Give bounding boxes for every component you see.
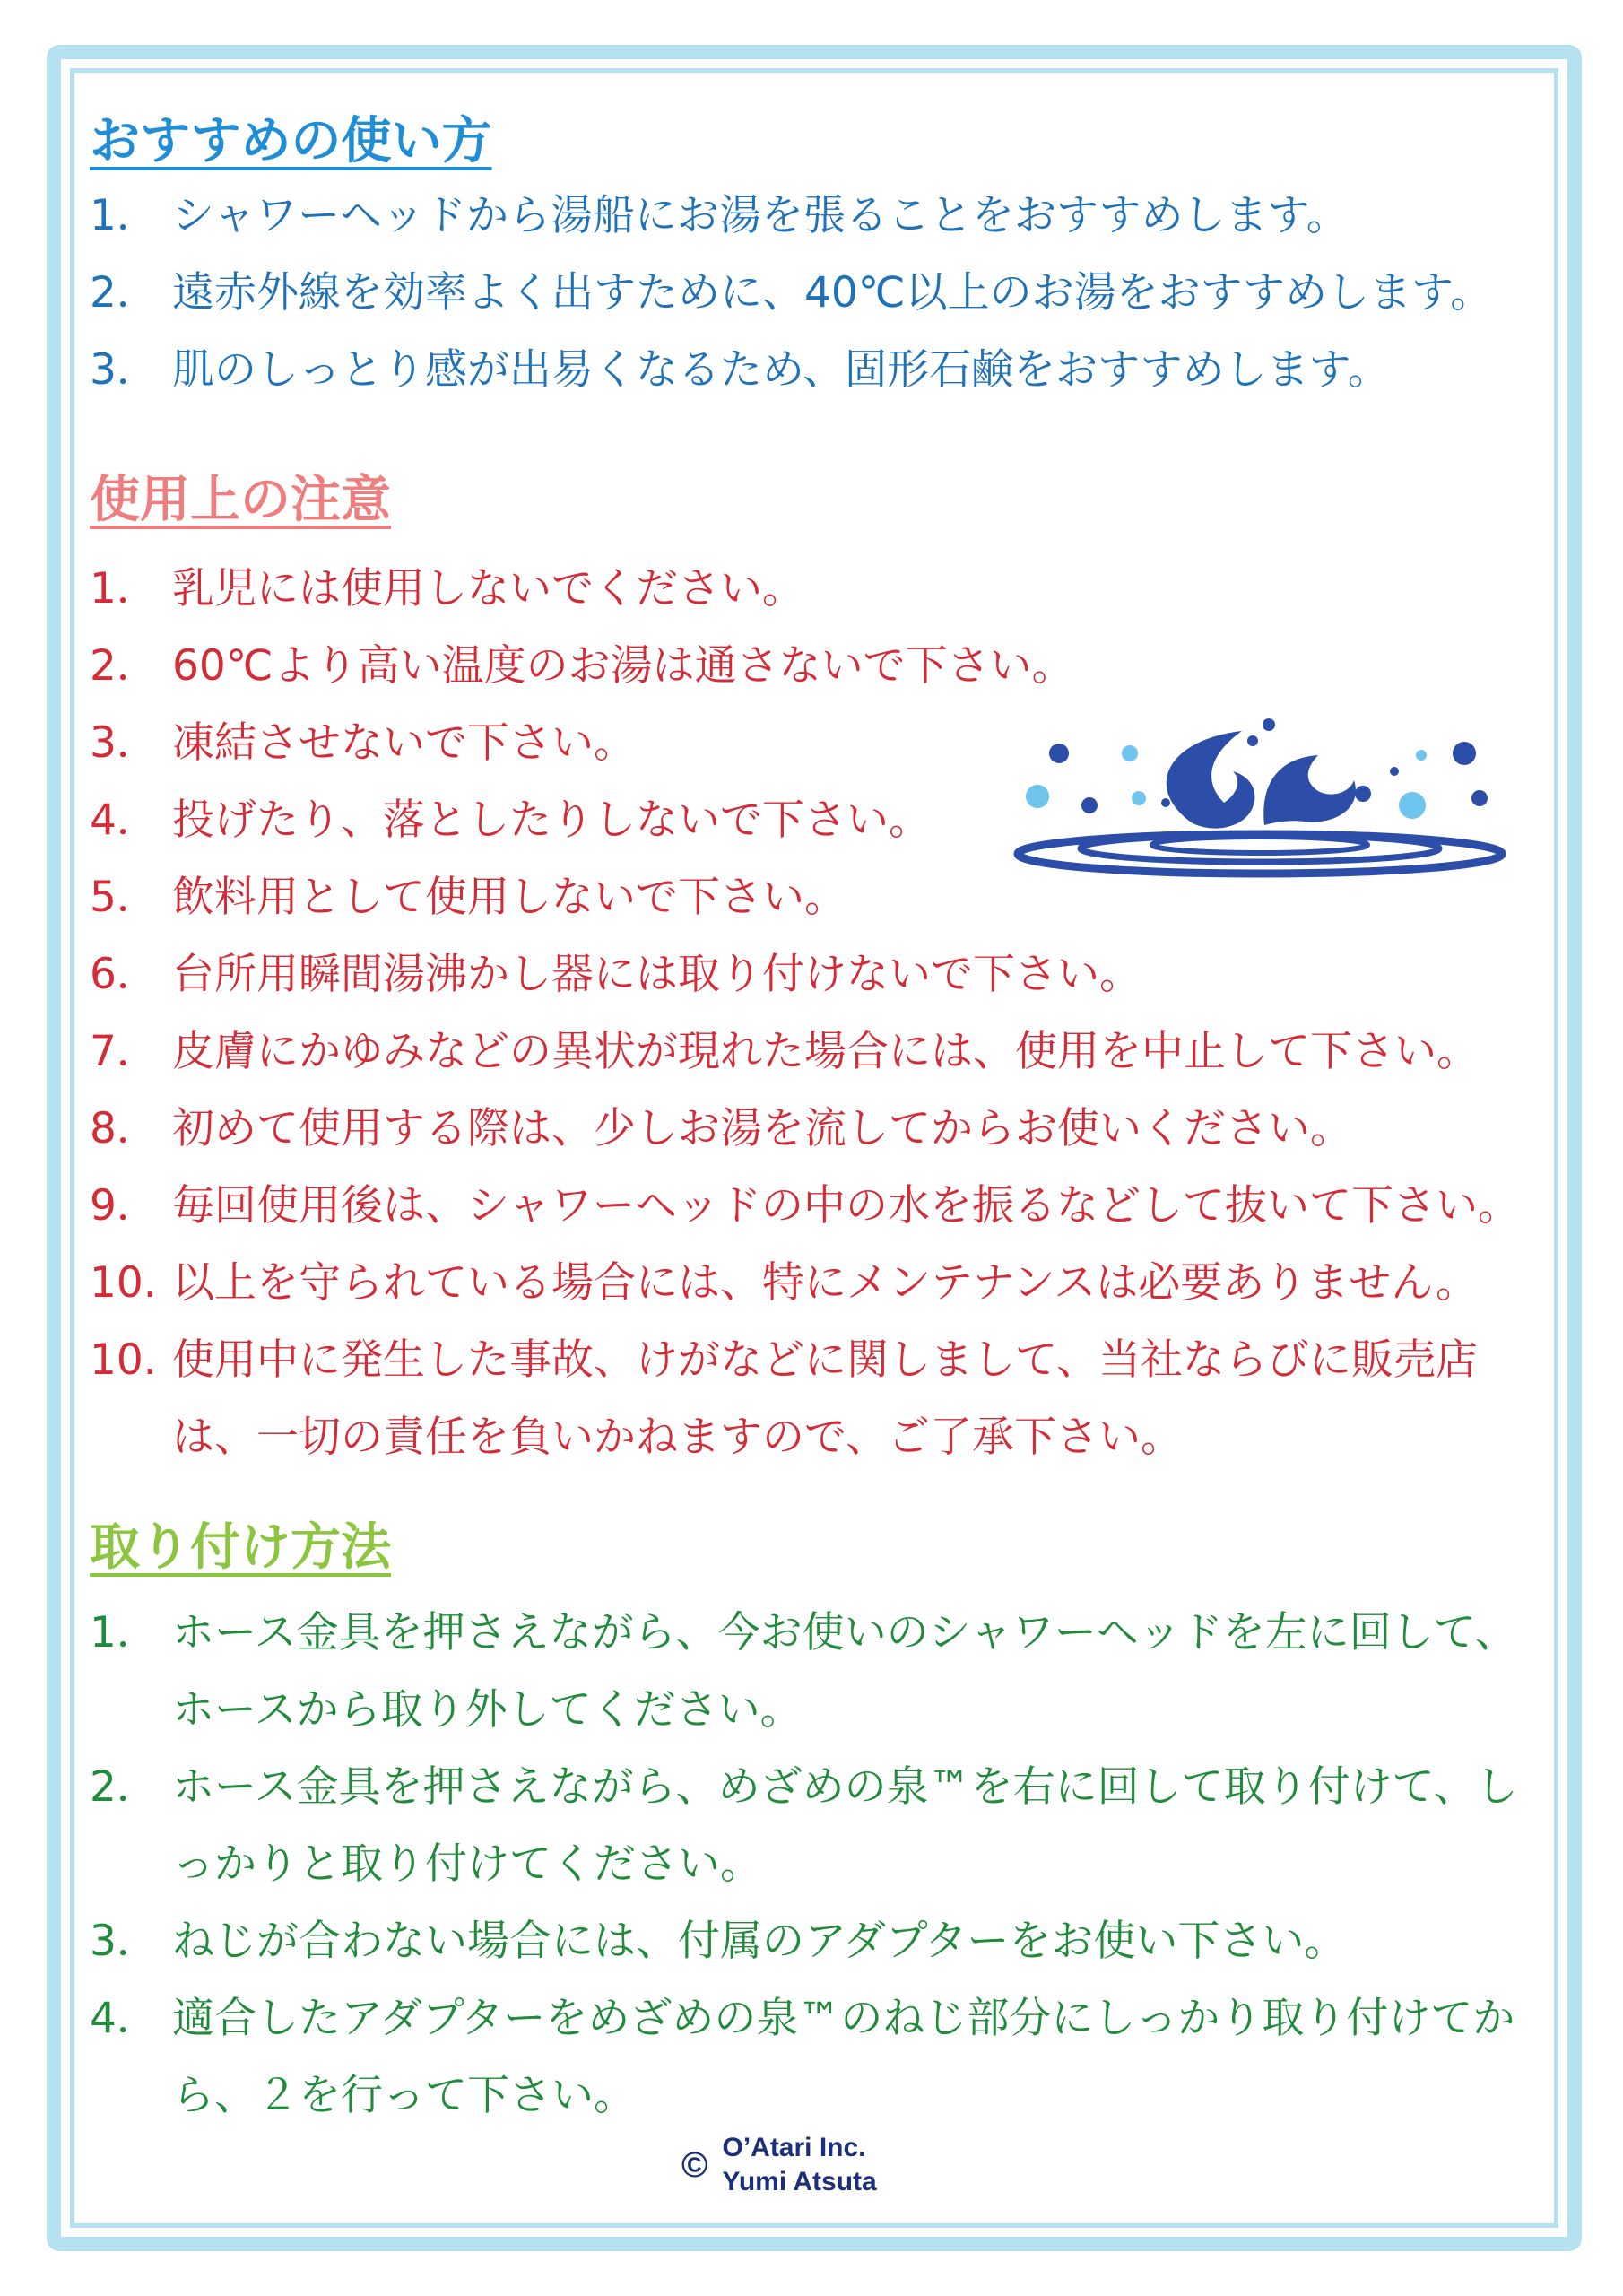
item-text: 飲料用として使用しないで下さい。 xyxy=(172,873,846,922)
item-text: ホース金具を押さえながら、めざめの泉™を右に回して取り付けて、しっかりと取り付けてください。 xyxy=(172,1762,1518,1889)
install-list xyxy=(90,1595,1535,2135)
install-title: 取り付け方法 xyxy=(90,1518,391,1577)
item-text: 60℃より高い温度のお湯は通さないで下さい。 xyxy=(172,641,1074,691)
caution-title: 使用上の注意 xyxy=(90,471,391,529)
item-text: ホース金具を押さえながら、今お使いのシャワーヘッドを左に回して、ホースから取り外してください。 xyxy=(172,1608,1517,1735)
copyright-block xyxy=(681,2131,877,2199)
item-text: 乳児には使用しないでください。 xyxy=(172,564,804,613)
item-number: 2． xyxy=(90,641,159,691)
list-item xyxy=(90,1980,1535,2135)
caution-section xyxy=(90,465,1535,1476)
item-number: 6． xyxy=(90,950,159,999)
item-number: 4． xyxy=(90,796,159,845)
item-number: 7． xyxy=(90,1027,159,1076)
list-item xyxy=(90,1322,1535,1476)
copyright-author: Yumi Atsuta xyxy=(722,2167,877,2196)
item-text: ねじが合わない場合には、付属のアダプターをお使い下さい。 xyxy=(172,1917,1347,1966)
copyright-lines xyxy=(722,2131,876,2199)
list-item xyxy=(90,1091,1535,1168)
usage-title: おすすめの使い方 xyxy=(90,112,492,170)
list-item xyxy=(90,551,1535,628)
caution-list xyxy=(90,551,1535,1476)
item-text: 台所用瞬間湯沸かし器には取り付けないで下さい。 xyxy=(172,950,1141,999)
list-item xyxy=(90,1245,1535,1322)
item-number: 3． xyxy=(90,345,159,395)
item-number: 9． xyxy=(90,1181,159,1231)
list-item xyxy=(90,1013,1535,1091)
item-text: 適合したアダプターをめざめの泉™のねじ部分にしっかり取り付けてから、２を行って下さい。 xyxy=(172,1994,1515,2120)
list-item xyxy=(90,628,1535,705)
water-splash-icon xyxy=(1009,718,1511,879)
item-number: 1． xyxy=(90,564,159,613)
list-item xyxy=(90,1749,1535,1903)
item-number: 10. xyxy=(90,1335,157,1385)
list-item xyxy=(90,332,1492,409)
item-number: 2． xyxy=(90,1762,159,1812)
list-item xyxy=(90,255,1492,332)
item-text: 以上を守られている場合には、特にメンテナンスは必要ありません。 xyxy=(172,1258,1479,1308)
copyright-company: O’Atari Inc. xyxy=(722,2133,866,2162)
list-item xyxy=(90,178,1492,255)
item-text: 使用中に発生した事故、けがなどに関しまして、当社ならびに販売店は、一切の責任を負いかねますので、ご了承下さい。 xyxy=(172,1335,1479,1462)
item-text: 毎回使用後は、シャワーヘッドの中の水を振るなどして抜いて下さい。 xyxy=(172,1181,1521,1231)
item-text: 初めて使用する際は、少しお湯を流してからお使いください。 xyxy=(172,1104,1352,1153)
list-item xyxy=(90,1595,1535,1749)
item-number: 3． xyxy=(90,718,159,768)
item-number: 1． xyxy=(90,191,159,240)
item-number: 5． xyxy=(90,873,159,922)
item-number: 2． xyxy=(90,268,159,317)
item-text: 凍結させないで下さい。 xyxy=(172,718,636,768)
item-number: 10. xyxy=(90,1258,157,1308)
usage-list xyxy=(90,178,1492,409)
list-item xyxy=(90,1903,1535,1980)
item-text: 皮膚にかゆみなどの異状が現れた場合には、使用を中止して下さい。 xyxy=(172,1027,1479,1076)
item-text: 投げたり、落としたりしないで下さい。 xyxy=(172,796,931,845)
item-number: 3． xyxy=(90,1917,159,1966)
item-number: 1． xyxy=(90,1608,159,1657)
list-item xyxy=(90,936,1535,1013)
usage-section xyxy=(90,106,1492,409)
item-text: シャワーヘッドから湯船にお湯を張ることをおすすめします。 xyxy=(172,191,1349,240)
copyright-symbol: © xyxy=(681,2144,708,2185)
install-section xyxy=(90,1512,1535,2135)
item-text: 遠赤外線を効率よく出すために、40℃以上のお湯をおすすめします。 xyxy=(172,268,1493,317)
list-item xyxy=(90,1168,1535,1245)
item-text: 肌のしっとり感が出易くなるため、固形石鹸をおすすめします。 xyxy=(172,345,1390,395)
item-number: 4． xyxy=(90,1994,159,2043)
item-number: 8． xyxy=(90,1104,159,1153)
